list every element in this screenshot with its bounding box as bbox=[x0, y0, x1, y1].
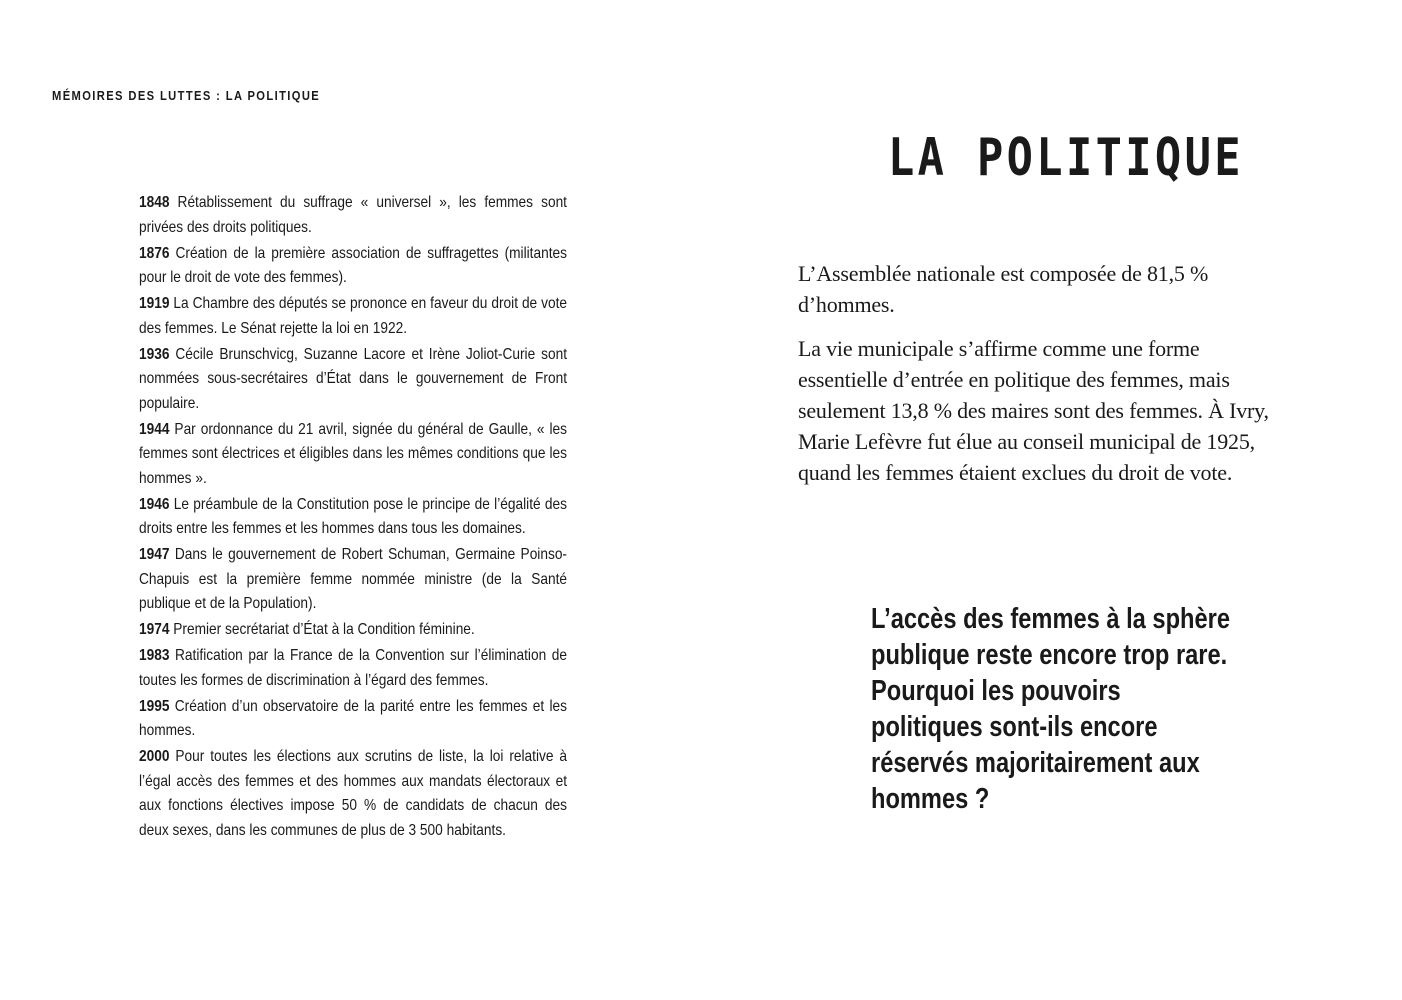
timeline-text: Le préambule de la Constitution pose le principe de l’égalité des droits entre les femmes et les hommes dans tous les domaines. bbox=[139, 495, 568, 537]
timeline-year: 2000 bbox=[139, 748, 170, 765]
timeline-year: 1876 bbox=[139, 244, 170, 262]
timeline-year: 1974 bbox=[139, 621, 170, 638]
timeline bbox=[139, 191, 567, 845]
timeline-entry bbox=[139, 191, 567, 240]
timeline-year: 1947 bbox=[139, 546, 170, 563]
timeline-entry bbox=[139, 493, 567, 542]
intro-text bbox=[798, 258, 1288, 501]
running-head: MÉMOIRES DES LUTTES : LA POLITIQUE bbox=[52, 88, 321, 103]
timeline-year: 1995 bbox=[139, 697, 170, 715]
timeline-text: Pour toutes les élections aux scrutins de liste, la loi relative à l’égal accès des femmes et des hommes aux mandats électoraux et aux fonctions électives impose 50 % de candidats de chacun des deux sexes, dans les communes de plus de 3 500 habitants. bbox=[139, 748, 567, 839]
timeline-entry bbox=[139, 418, 567, 492]
timeline-year: 1936 bbox=[139, 345, 170, 363]
highlight-question: L’accès des femmes à la sphère publique reste encore trop rare. Pourquoi les pouvoirs politiques sont-ils encore réservés majoritairement aux hommes ? bbox=[871, 603, 1230, 815]
timeline-entry bbox=[139, 618, 567, 643]
timeline-text: Dans le gouvernement de Robert Schuman, Germaine Poinso-Chapuis est la première femme nommée ministre (de la Santé publique et de la Population). bbox=[139, 546, 568, 612]
timeline-text: Création de la première association de suffragettes (militantes pour le droit de vote des femmes). bbox=[139, 244, 568, 286]
timeline-entry bbox=[139, 695, 567, 744]
timeline-year: 1919 bbox=[139, 295, 170, 312]
timeline-year: 1946 bbox=[139, 495, 170, 513]
timeline-entry bbox=[139, 343, 567, 417]
timeline-text: Ratification par la France de la Convention sur l’élimination de toutes les formes de discrimination à l’égard des femmes. bbox=[139, 647, 568, 689]
timeline-text: Par ordonnance du 21 avril, signée du général de Gaulle, « les femmes sont électrices et éligibles dans les mêmes conditions que les hommes ». bbox=[139, 420, 568, 487]
timeline-entry bbox=[139, 644, 567, 693]
timeline-entry bbox=[139, 242, 567, 291]
timeline-text: Création d’un observatoire de la parité entre les femmes et les hommes. bbox=[139, 697, 567, 739]
timeline-text: Premier secrétariat d’État à la Condition féminine. bbox=[173, 621, 475, 638]
page-title: LA POLITIQUE bbox=[888, 128, 1244, 188]
timeline-text: Rétablissement du suffrage « universel », les femmes sont privées des droits politiques. bbox=[139, 194, 567, 236]
timeline-text: La Chambre des députés se prononce en faveur du droit de vote des femmes. Le Sénat rejette la loi en 1922. bbox=[139, 295, 567, 337]
timeline-year: 1944 bbox=[139, 420, 170, 438]
timeline-entry bbox=[139, 292, 567, 341]
timeline-year: 1983 bbox=[139, 647, 170, 664]
timeline-entry bbox=[139, 543, 567, 617]
intro-paragraph: La vie municipale s’affirme comme une forme essentielle d’entrée en politique des femmes, mais seulement 13,8 % des maires sont des femmes. À Ivry, Marie Lefèvre fut élue au conseil municipal de 1925, quand les femmes étaient exclues du droit de vote. bbox=[798, 336, 1269, 485]
intro-paragraph: L’Assemblée nationale est composée de 81,5 % d’hommes. bbox=[798, 261, 1209, 317]
timeline-text: Cécile Brunschvicg, Suzanne Lacore et Irène Joliot-Curie sont nommées sous-secrétaires d’État dans le gouvernement de Front populaire. bbox=[139, 345, 567, 412]
timeline-entry bbox=[139, 745, 567, 843]
timeline-year: 1848 bbox=[139, 194, 170, 211]
